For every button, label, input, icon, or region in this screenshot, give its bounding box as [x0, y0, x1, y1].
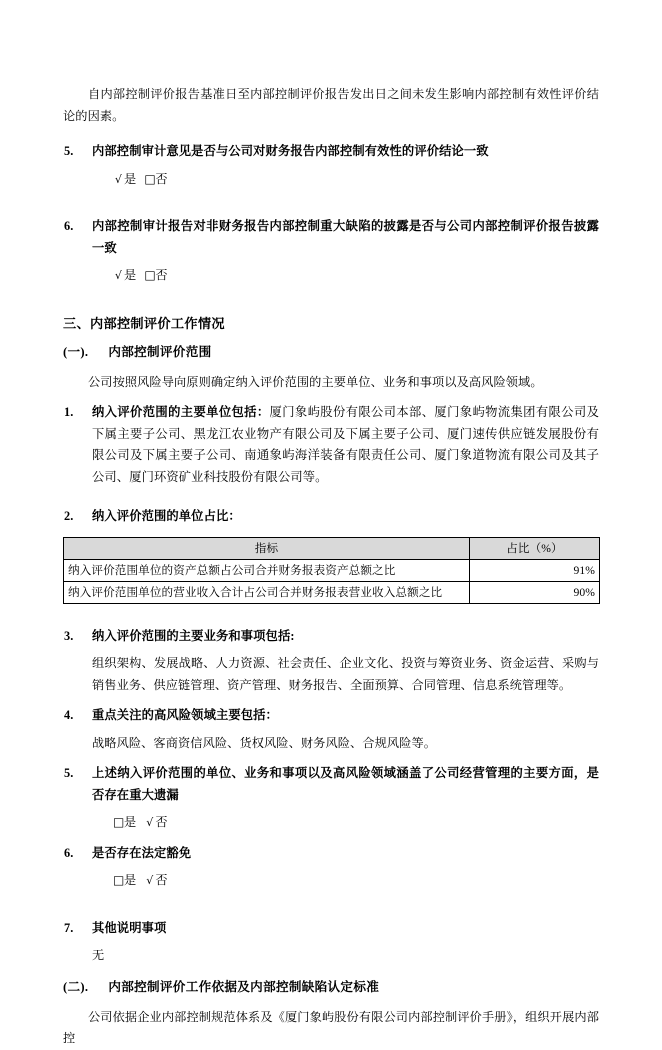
item-text: 厦门象屿股份有限公司本部、厦门象屿物流集团有限公司及下属主要子公司、黑龙江农业物产有限公司及下属主要子公司、厦门速传供应链发展股份有限公司及下属主要子公司、南通象屿海洋装备有限责任公司、厦门象道物流有限公司及其子公司、厦门环资矿业科技股份有限公司等。 [92, 405, 599, 484]
item-number: 3. [64, 628, 74, 643]
scope-lead-paragraph: 公司按照风险导向原则确定纳入评价范围的主要单位、业务和事项以及高风险领域。 [88, 374, 543, 389]
item-text: 内部控制审计报告对非财务报告内部控制重大缺陷的披露是否与公司内部控制评价报告披露一致 [92, 219, 599, 255]
option-yes-label: 是 [124, 873, 137, 887]
checkbox-checked-icon[interactable] [113, 265, 124, 287]
scope-ratio-table [63, 537, 600, 604]
option-no[interactable] [144, 812, 167, 834]
option-yes-label: 是 [124, 268, 137, 282]
item-number: 5. [64, 766, 74, 780]
item-7-body: 无 [92, 948, 105, 962]
list-item-5 [63, 763, 599, 806]
section-heading-three: 三、内部控制评价工作情况 [63, 315, 225, 331]
option-yes[interactable] [113, 265, 136, 287]
checkbox-empty-icon[interactable] [113, 812, 124, 834]
item-number: 6. [64, 845, 74, 860]
item-3-body: 组织架构、发展战略、人力资源、社会责任、企业文化、投资与筹资业务、资金运营、采购与销售业务、供应链管理、资产管理、财务报告、全面预算、合同管理、信息系统管理等。 [92, 656, 599, 692]
spacer [63, 363, 599, 372]
table-row [64, 581, 600, 603]
row-label: 纳入评价范围单位的营业收入合计占公司合并财务报表营业收入总额之比 [64, 581, 470, 603]
item-text: 重点关注的高风险领域主要包括： [92, 708, 278, 722]
row-label: 纳入评价范围单位的资产总额占公司合并财务报表资产总额之比 [64, 559, 470, 581]
list-item-2 [63, 506, 599, 528]
item-text: 纳入评价范围的单位占比： [92, 509, 241, 523]
column-header-ratio: 占比（%） [470, 537, 600, 559]
option-yes-label: 是 [124, 171, 137, 186]
item-4-body: 战略风险、客商资信风险、货权风险、财务风险、合规风险等。 [92, 735, 437, 750]
item-number: 7. [64, 920, 74, 935]
checkbox-empty-icon[interactable] [144, 169, 155, 191]
yes-no-line-6-top [113, 265, 599, 287]
list-item-7 [63, 918, 599, 940]
option-no-label: 否 [155, 873, 168, 887]
checkbox-checked-icon[interactable] [144, 812, 155, 834]
item-number: 2. [64, 509, 74, 523]
yes-no-line-6 [113, 870, 599, 892]
checkbox-checked-icon[interactable] [144, 870, 155, 892]
spacer [63, 190, 599, 216]
list-item-1 [63, 402, 599, 488]
row-value: 91% [470, 559, 600, 581]
option-no-label: 否 [155, 815, 168, 829]
item-number: 5. [64, 144, 74, 158]
subsection-label: (二). [63, 979, 89, 994]
option-no[interactable] [144, 265, 167, 287]
intro-paragraph: 自内部控制评价报告基准日至内部控制评价报告发出日之间未发生影响内部控制有效性评价结论的因素。 [63, 87, 599, 123]
option-no-label: 否 [155, 171, 168, 186]
row-value: 90% [470, 581, 600, 603]
checkbox-empty-icon[interactable] [113, 870, 124, 892]
option-no[interactable] [144, 169, 167, 191]
subsection-title: 内部控制评价范围 [108, 344, 212, 359]
list-item-6-top [63, 216, 599, 259]
item-number: 1. [64, 405, 74, 419]
checkbox-checked-icon[interactable] [113, 169, 124, 191]
option-yes-label: 是 [124, 815, 137, 829]
yes-no-line-5 [113, 812, 599, 834]
spacer [63, 834, 599, 843]
page-content [63, 84, 599, 1050]
option-yes[interactable] [113, 169, 136, 191]
list-item-4 [63, 705, 599, 727]
spacer [63, 488, 599, 506]
option-no-label: 否 [155, 268, 168, 282]
list-item-6 [63, 843, 599, 865]
item-number: 6. [64, 219, 74, 233]
item-text: 是否存在法定豁免 [92, 845, 192, 860]
spacer [63, 287, 599, 313]
item-text: 内部控制审计意见是否与公司对财务报告内部控制有效性的评价结论一致 [92, 144, 489, 158]
item-number: 4. [64, 708, 74, 722]
yes-no-line-5-top [113, 169, 599, 191]
list-item-5-top [63, 141, 599, 163]
item-text: 上述纳入评价范围的单位、业务和事项以及高风险领域涵盖了公司经营管理的主要方面，是否存在重大遗漏 [92, 766, 599, 802]
checkbox-empty-icon[interactable] [144, 265, 155, 287]
spacer [63, 127, 599, 141]
spacer [63, 528, 599, 537]
spacer [63, 967, 599, 976]
subsection-heading-two [63, 976, 599, 998]
subsection-label: (一). [63, 344, 89, 359]
subsection-heading-one [63, 341, 599, 363]
item-bold-lead: 纳入评价范围的主要单位包括： [92, 405, 270, 419]
list-item-3 [63, 626, 599, 648]
option-yes[interactable] [113, 812, 136, 834]
item-text: 纳入评价范围的主要业务和事项包括: [92, 628, 295, 643]
table-header-row [64, 537, 600, 559]
spacer [63, 754, 599, 763]
spacer [63, 604, 599, 626]
sub-two-paragraph: 公司依据企业内部控制规范体系及《厦门象屿股份有限公司内部控制评价手册》，组织开展内部控 [63, 1009, 599, 1045]
subsection-title: 内部控制评价工作依据及内部控制缺陷认定标准 [108, 979, 380, 994]
table-row [64, 559, 600, 581]
spacer [63, 892, 599, 918]
spacer [63, 696, 599, 705]
option-yes[interactable] [113, 870, 136, 892]
option-no[interactable] [144, 870, 167, 892]
item-text: 其他说明事项 [92, 920, 167, 935]
spacer [63, 998, 599, 1007]
spacer [63, 393, 599, 402]
item-body [92, 402, 599, 488]
column-header-indicator: 指标 [64, 537, 470, 559]
